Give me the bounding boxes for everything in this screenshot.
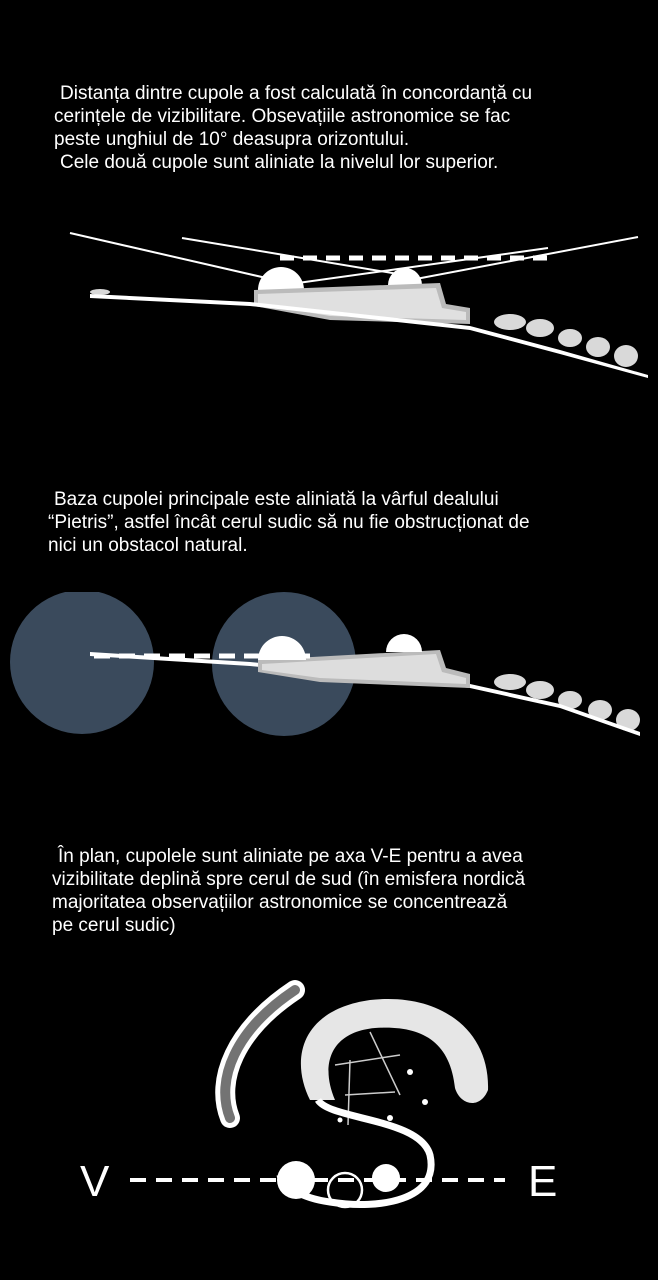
hill-alignment-diagram (0, 592, 658, 762)
west-label: V (80, 1157, 110, 1206)
visibility-note-line-2: cerințele de vizibilitare. Obsevațiile astronomice se fac (54, 106, 511, 127)
secondary-dome-2 (386, 634, 422, 652)
secondary-dome-plan (372, 1164, 400, 1192)
plan-alignment-note-line-2: vizibilitate deplină spre cerul de sud (în emisfera nordică (52, 869, 526, 890)
base-alignment-note (48, 488, 638, 557)
main-dome (258, 267, 304, 290)
main-dome-plan (277, 1161, 315, 1199)
base-alignment-note-line-1: Baza cupolei principale este aliniată la vârful dealului (54, 489, 499, 510)
east-label: E (528, 1157, 558, 1206)
plan-alignment-note-line-1: În plan, cupolele sunt aliniate pe axa V-E pentru a avea (58, 846, 523, 867)
visibility-note-line-1: Distanța dintre cupole a fost calculată în concordanță cu (60, 83, 533, 104)
s-curve-upper (301, 999, 488, 1103)
plan-alignment-note (52, 845, 642, 937)
base-alignment-note-line-2: “Pietris”, astfel încât cerul sudic să nu fie obstrucționat de (48, 512, 530, 533)
base-alignment-note-line-3: nici un obstacol natural. (48, 535, 248, 556)
visibility-note-line-3: peste unghiul de 10° deasupra orizontului. (54, 129, 410, 150)
vegetation-2 (494, 674, 640, 731)
plan-alignment-note-line-3: majoritatea observațiilor astronomice se concentrează (52, 892, 508, 913)
sightline-section-diagram (0, 210, 658, 400)
visibility-note (54, 82, 644, 174)
visibility-note-line-4: Cele două cupole sunt aliniate la nivelul lor superior. (60, 152, 499, 173)
plan-alignment-note-line-4: pe cerul sudic) (52, 915, 176, 936)
highlight-circle-hill (10, 592, 154, 734)
sight-line-left-1 (70, 233, 275, 280)
